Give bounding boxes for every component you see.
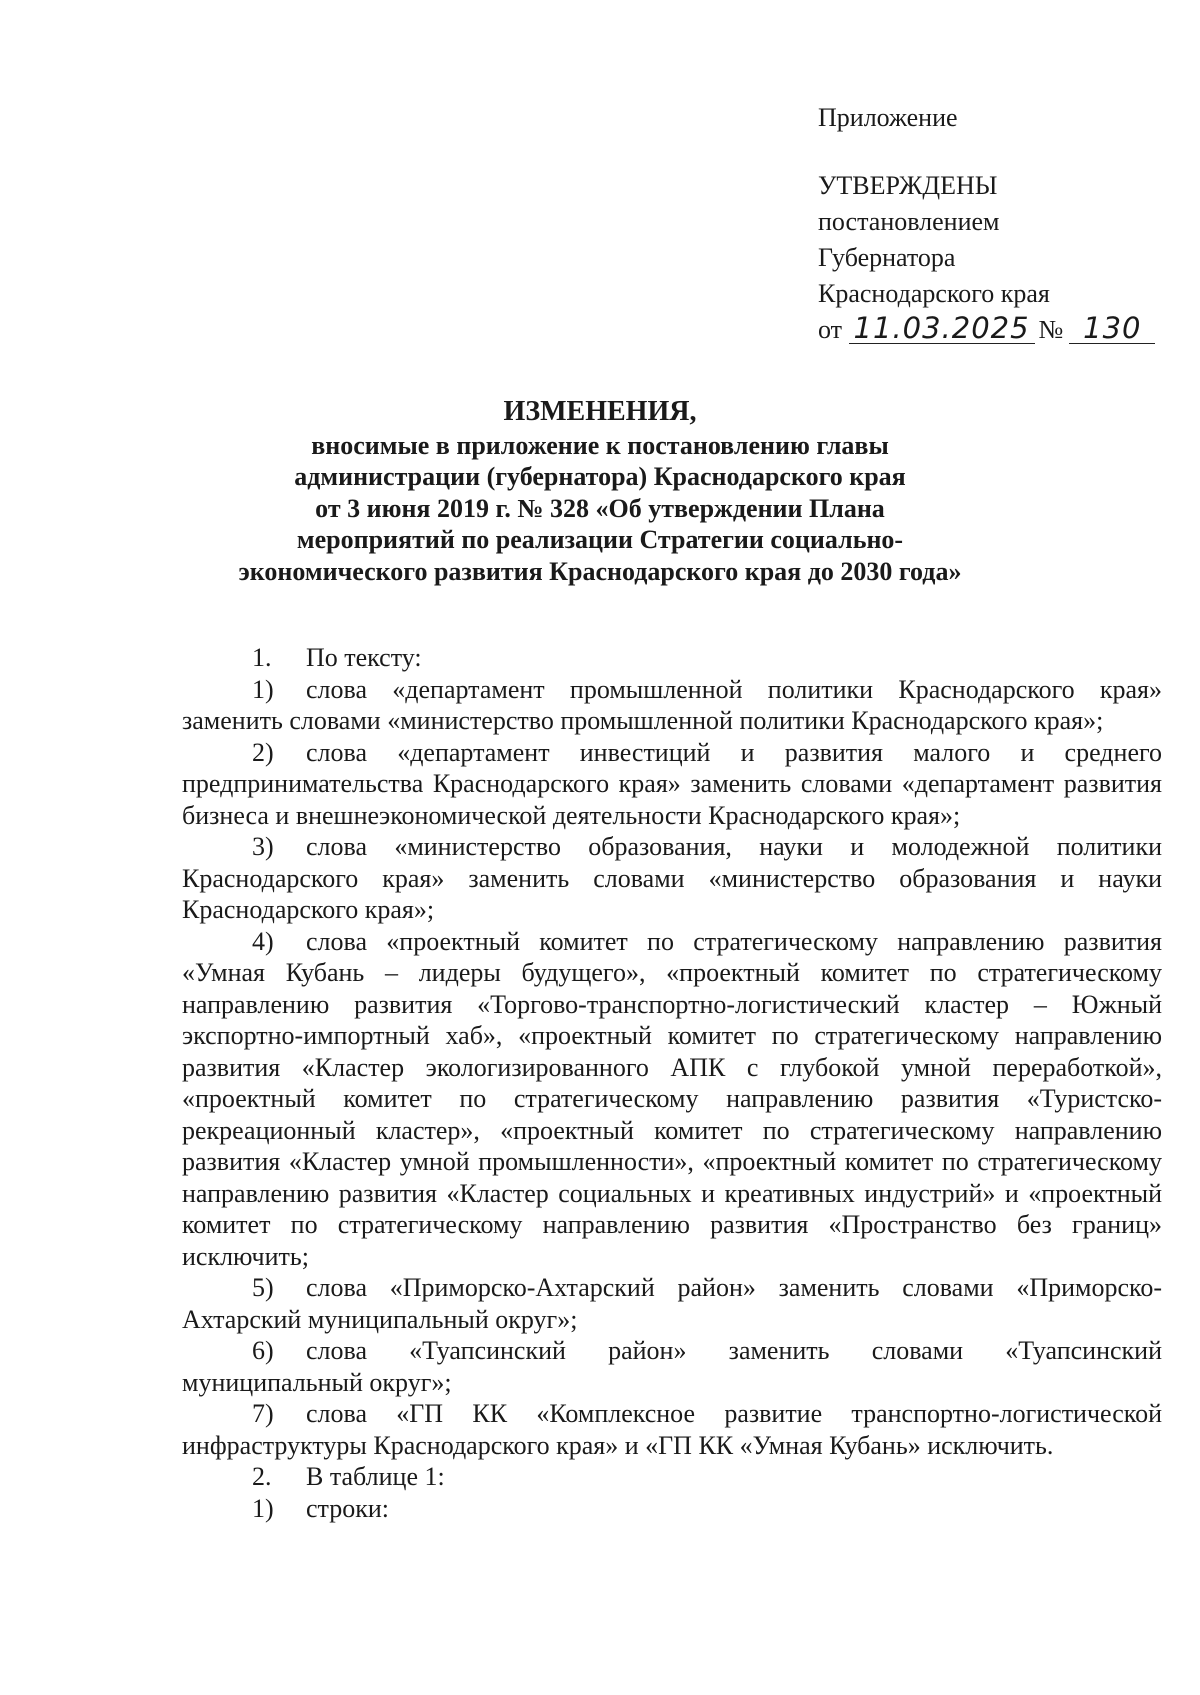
paragraph-text: слова «Приморско-Ахтарский район» заменить словами «Приморско-Ахтарский муниципальный округ»; (182, 1273, 1162, 1334)
paragraph-number: 2. (252, 1462, 272, 1491)
appendix-label: Приложение (818, 103, 958, 132)
paragraph-number: 7) (252, 1399, 274, 1428)
date-number-line (818, 312, 1155, 348)
paragraph-number: 1. (252, 643, 272, 672)
paragraph-text: слова «департамент инвестиций и развития малого и среднего предпринимательства Краснодарского края» заменить словами «департамент развития бизнеса и внешнеэкономической деятельности Краснодарского края»; (182, 737, 1162, 830)
paragraph-text: слова «ГП КК «Комплексное развитие транспортно-логистической инфраструктуры Краснодарского края» и «ГП КК «Умная Кубань» исключить. (182, 1399, 1162, 1460)
paragraph (182, 831, 1162, 926)
title-line: от 3 июня 2019 г. № 328 «Об утверждении Плана (315, 493, 885, 523)
document-title (180, 396, 1020, 587)
approved-by-line-2: Губернатора (818, 243, 956, 272)
paragraph (182, 737, 1162, 832)
paragraph-text: По тексту: (306, 643, 422, 672)
paragraph (182, 1335, 1162, 1398)
paragraph-number: 1) (252, 1493, 274, 1523)
paragraph (182, 642, 1162, 674)
paragraph (182, 926, 1162, 1273)
paragraph-text: В таблице 1: (306, 1462, 445, 1491)
paragraph (182, 674, 1162, 737)
paragraph-number: 3) (252, 832, 274, 861)
approved-by-line-1: постановлением (818, 207, 1000, 236)
paragraph-text: слова «Туапсинский район» заменить словами «Туапсинский муниципальный округ»; (182, 1336, 1162, 1397)
title-line: вносимые в приложение к постановлению главы (311, 430, 889, 460)
paragraph-number: 6) (252, 1336, 274, 1365)
approved-label: УТВЕРЖДЕНЫ (818, 171, 998, 200)
number-sign: № (1038, 315, 1064, 344)
document-body (182, 642, 1162, 1524)
handwritten-number: 130 (1069, 313, 1155, 344)
title-line: экономического развития Краснодарского края до 2030 года» (238, 556, 962, 586)
paragraph-number: 2) (252, 737, 274, 767)
paragraph-text: слова «департамент промышленной политики Краснодарского края» заменить словами «министерство промышленной политики Краснодарского края»; (182, 674, 1162, 735)
paragraph-text: строки: (306, 1493, 389, 1523)
handwritten-date: 11.03.2025 (849, 313, 1035, 344)
paragraph (182, 1493, 1162, 1525)
paragraph-number: 4) (252, 926, 274, 956)
approval-block (818, 100, 1155, 348)
spacer (818, 136, 1155, 168)
approved-by-line-3: Краснодарского края (818, 279, 1050, 308)
paragraph-number: 1) (252, 674, 274, 704)
paragraph-text: слова «министерство образования, науки и молодежной политики Краснодарского края» заменить словами «министерство образования и науки Краснодарского края»; (182, 832, 1162, 924)
paragraph-text: слова «проектный комитет по стратегическому направлению развития «Умная Кубань – лидеры будущего», «проектный комитет по стратегическому направлению развития «Торгово-транспортно-логистический кластер – Южный экспортно-импортный хаб», «проектный комитет по стратегическому направлению развития «Кластер экологизированного АПК с глубокой умной переработкой», «проектный комитет по стратегическому направлению развития «Туристско-рекреационный кластер», «проектный комитет по стратегическому направлению развития «Кластер умной промышленности», «проектный комитет по стратегическому направлению развития «Кластер социальных и креативных индустрий» и «проектный комитет по стратегическому направлению развития «Пространство без границ» исключить; (182, 926, 1162, 1271)
title-line: администрации (губернатора) Краснодарского края (294, 462, 906, 491)
paragraph-number: 5) (252, 1273, 274, 1302)
paragraph (182, 1398, 1162, 1461)
paragraph (182, 1461, 1162, 1493)
paragraph (182, 1272, 1162, 1335)
title-main: ИЗМЕНЕНИЯ, (503, 396, 697, 427)
date-prefix: от (818, 315, 843, 344)
title-line: мероприятий по реализации Стратегии социально- (296, 525, 904, 554)
